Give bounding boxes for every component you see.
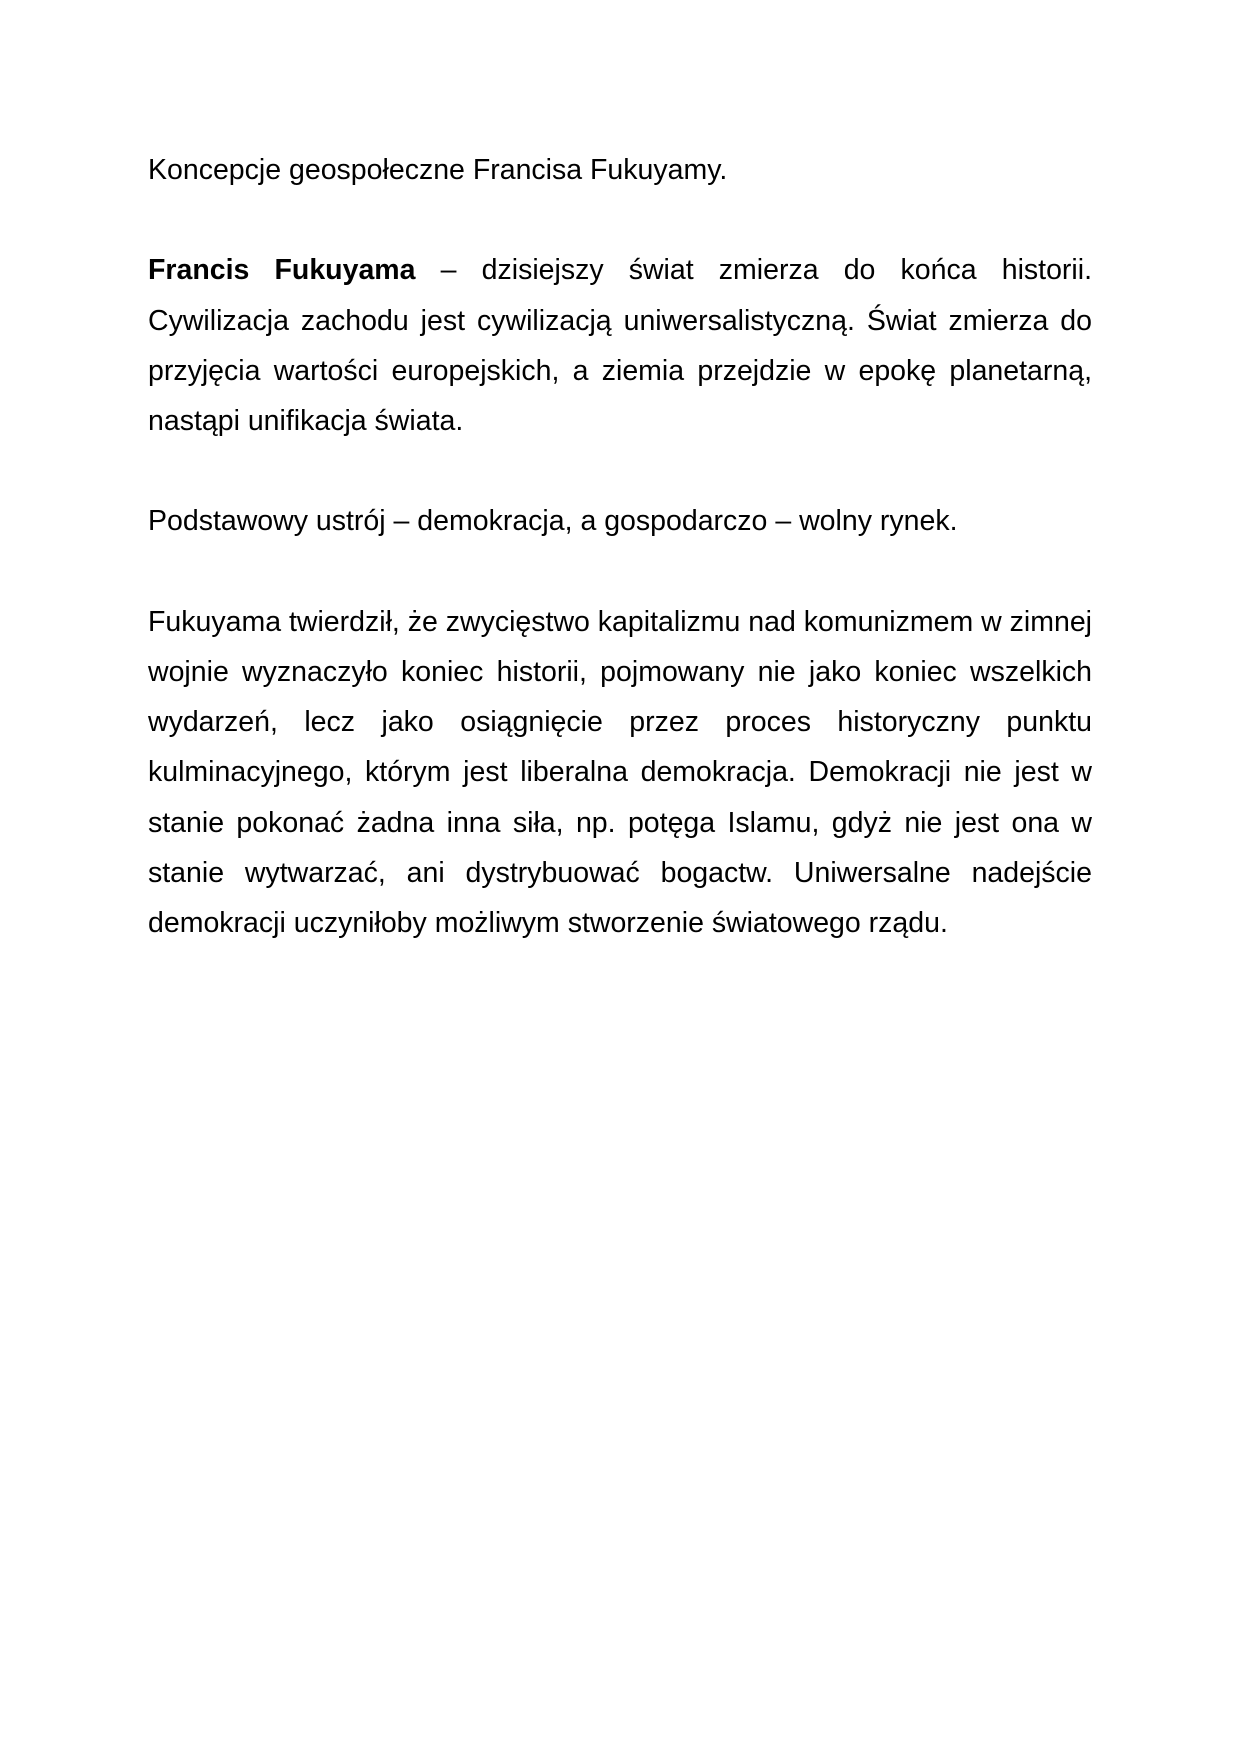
paragraph-fukuyama-intro (148, 245, 1092, 446)
document-title: Koncepcje geospołeczne Francisa Fukuyamy. (148, 154, 728, 186)
paragraph-intro-text: – dzisiejszy świat zmierza do końca historii. Cywilizacja zachodu jest cywilizacją uniwersalistyczną. Świat zmierza do przyjęcia wartości europejskich, a ziemia przejdzie w epokę planetarną, nastąpi unifikacja świata. (148, 254, 1093, 437)
bold-lead-name: Francis Fukuyama (148, 254, 416, 287)
paragraph-system: Podstawowy ustrój – demokracja, a gospodarczo – wolny rynek. (148, 505, 958, 538)
paragraph-end-of-history: Fukuyama twierdził, że zwycięstwo kapitalizmu nad komunizmem w zimnej wojnie wyznaczyło koniec historii, pojmowany nie jako koniec wszelkich wydarzeń, lecz jako osiągnięcie przez proces historyczny punktu kulminacyjnego, którym jest liberalna demokracja. Demokracji nie jest w stanie pokonać żadna inna siła, np. potęga Islamu, gdyż nie jest ona w stanie wytwarzać, ani dystrybuować bogactw. Uniwersalne nadejście demokracji uczyniłoby możliwym stworzenie światowego rządu. (148, 605, 1092, 939)
document-body (148, 145, 1092, 998)
